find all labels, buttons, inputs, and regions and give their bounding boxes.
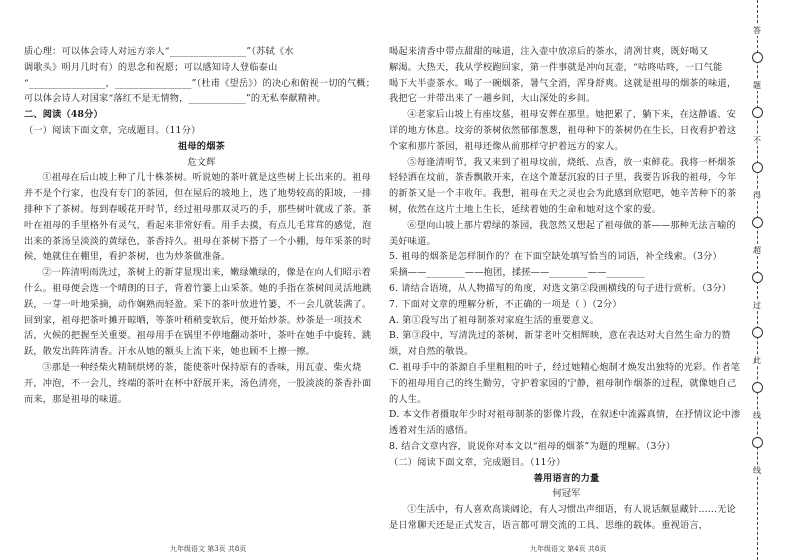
paragraph-1: ①祖母在后山坡上种了几十株茶树。听说她的茶叶就是这些树上长出来的。祖母并不是个行家，也没有专门的茶园，但在屋后的坡地上，选了地势较高的阳坡，一排排种下了茶树。每到春暖花开时节，经过祖母那双灵巧的手，那些树叶就成了茶。茶叶在祖母的手里格外有灵气，看起来非常好看。用手去摸，有点儿毛茸茸的感觉，泡出来的茶汤呈淡淡的黄绿色，茶香持久。祖母在茶树下搭了一个小棚，每年采茶的时候，她就住在棚里，看护茶树，也为炒茶做准备。: [24, 172, 372, 263]
binding-label: 线: [753, 466, 761, 475]
binding-hole-icon: [752, 437, 763, 448]
question-8: 8. 结合文章内容，说说你对本文以“祖母的烟茶”为题的理解。（3分）: [389, 440, 676, 452]
option-b: B. 第③段中，写清洗过的茶树，新芽老叶交相辉映，意在表达对大自然生命力的赞颂，对自然的敬畏。: [389, 330, 731, 358]
left-line-4: 可以体会诗人对国家“落红不是无情物，____________”的无私奉献精神。: [24, 93, 327, 105]
binding-hole-icon: [752, 217, 763, 228]
binding-label: 此: [753, 356, 761, 365]
binding-label: 题: [753, 81, 761, 90]
right-line-3: 喝下大半壶茶水。喝了一碗烟茶，暑气全消，浑身舒爽。这就是祖母的烟茶的味道，: [389, 77, 737, 89]
paragraph-2: ②一阵清明雨洗过，茶树上的新芽显现出来，嫩绿嫩绿的，像是在向人们昭示着什么。祖母便会选一个晴朗的日子，背着竹篓上山采茶。她的手指在茶树间灵活地跳跃，一芽一叶地采摘，动作娴熟而轻盈。采下的茶叶放进竹篓，不一会儿就装满了。回到家，祖母把茶叶摊开晾晒，等茶叶稍稍变软后，便开始炒茶。炒茶是一项技术活，火候的把握至关重要。祖母用手在锅里不停地翻动茶叶，茶叶在她手中旋转、跳跃，散发出阵阵清香。汗水从她的额头上流下来，她也顾不上擦一擦。: [24, 267, 372, 358]
binding-hole-icon: [752, 52, 763, 63]
right-line-4: 我把它一并带出来了一趟乡间，大山深处的乡间。: [389, 93, 596, 105]
paragraph-3: ③那是一种经柴火精制烘烤的茶，能使茶叶保持原有的香味，用瓦壶、柴火烧开，冲泡，不一会儿，终端的茶叶在杯中舒展开来，汤色清亮，一股淡淡的茶香扑面而来，那是祖母的味道。: [24, 361, 372, 405]
right-footer: 九年级语文 第4页 共8页: [530, 545, 607, 553]
question-5: 5. 祖母的烟茶是怎样制作的？在下面空缺处填写恰当的词语，补全线索。（3分）: [389, 251, 722, 263]
option-a: A. 第①段写出了祖母制茶对家庭生活的重要意义。: [389, 314, 600, 326]
paragraph-5: ⑤每逢清明节，我又来到了祖母坟前，烧纸、点香，放一束鲜花。我将一杯烟茶轻轻洒在坟前，茶香飘散开来，在这个萧瑟沉寂的日子里，我要告诉我的祖母，今年的新茶又是一个丰收年。我想，祖母在天之灵也会为此感到欣慰吧，她辛苦种下的茶树，依然在这片土地上生长，延续着她的生命和她对这个家的爱。: [389, 156, 737, 215]
binding-hole-icon: [752, 382, 763, 393]
section-title: 二、阅读（48分）: [24, 109, 103, 121]
binding-label: 不: [753, 136, 761, 145]
binding-hole-icon: [752, 107, 763, 118]
binding-label: 过: [753, 301, 761, 310]
binding-label: 答: [753, 26, 761, 35]
paragraph-6: ⑥望向山坡上那片碧绿的茶园，我忽然又想起了祖母做的茶——那种无法言喻的美好味道。: [389, 219, 736, 247]
left-line-2: 调歌头》明月几时有）的思念和祝愿；可以感知诗人登临泰山: [24, 61, 278, 73]
right-column: [389, 44, 744, 534]
left-column: [24, 44, 379, 407]
paragraph-4: ④老家后山坡上有座坟墓，祖母安葬在那里。她把累了，躺下来，在这静谧、安详的地方休息。坟旁的茶树依然郁郁葱葱，祖母种下的茶树仍在生长，日夜看护着这个家和那片茶园，祖母还像从前那样守护着远方的家人。: [389, 109, 737, 152]
binding-hole-icon: [752, 272, 763, 283]
question-6: 6. 请结合语境，从人物描写的角度，对选文第②段画横线的句子进行赏析。（3分）: [389, 282, 732, 294]
binding-hole-icon: [752, 162, 763, 173]
question-5-blanks: 采摘——________——抱团，揉搓——________——________: [389, 267, 645, 279]
left-line-3: “________________，________________”（杜甫《望岳》）的决心和俯视一切的气概；: [24, 77, 376, 89]
sub-title-2: （二）阅读下面文章，完成题目。（11分）: [389, 456, 566, 468]
binding-label: 线: [753, 411, 761, 420]
binding-label: 得: [753, 191, 761, 200]
option-c: C. 祖母手中的茶源自手里粗粗的叶子，经过她精心炮制才焕发出独特的光彩。作者笔下的祖母用自己的终生勤劳，守护着家园的宁静，祖母制作烟茶的过程，就像她自己的人生。: [389, 361, 741, 405]
article-author: 危文辉: [187, 156, 216, 168]
binding-hole-icon: [752, 327, 763, 338]
article-title-2: 善用语言的力量: [533, 472, 600, 484]
option-d: D. 本文作者摄取年少时对祖母制茶的影像片段，在叙述中流露真情，在抒情议论中渗透着对生活的感悟。: [389, 409, 741, 437]
binding-label: 超: [753, 246, 761, 255]
question-7: 7. 下面对文章的理解分析，不正确的一项是（ ）（2分）: [389, 298, 622, 310]
article-author-2: 何冠军: [552, 488, 581, 500]
right-line-1: 喝起来清香中带点甜甜的味道，注入壶中放凉后的茶水，清冽甘爽，既好喝又: [389, 46, 709, 57]
left-line-1: 质心理：可以体会诗人对远方亲人“________________”（苏轼《水: [24, 46, 294, 57]
left-footer: 九年级语文 第3页 共8页: [170, 545, 247, 553]
sub-title: （一）阅读下面文章，完成题目。（11分）: [24, 124, 201, 136]
right-line-2: 解渴。大热天，我从学校跑回家，第一件事就是冲向瓦壶，“咕咚咕咚，一口气能: [389, 61, 723, 73]
article-title: 祖母的烟茶: [178, 140, 225, 152]
paragraph-2-1: ①生活中，有人喜欢高谈阔论，有人习惯出声细语，有人说话颇显藏针……无论是日常聊天还是正式发言，语言都可谓交流的工具、思维的载体。重视语言，: [389, 504, 736, 531]
